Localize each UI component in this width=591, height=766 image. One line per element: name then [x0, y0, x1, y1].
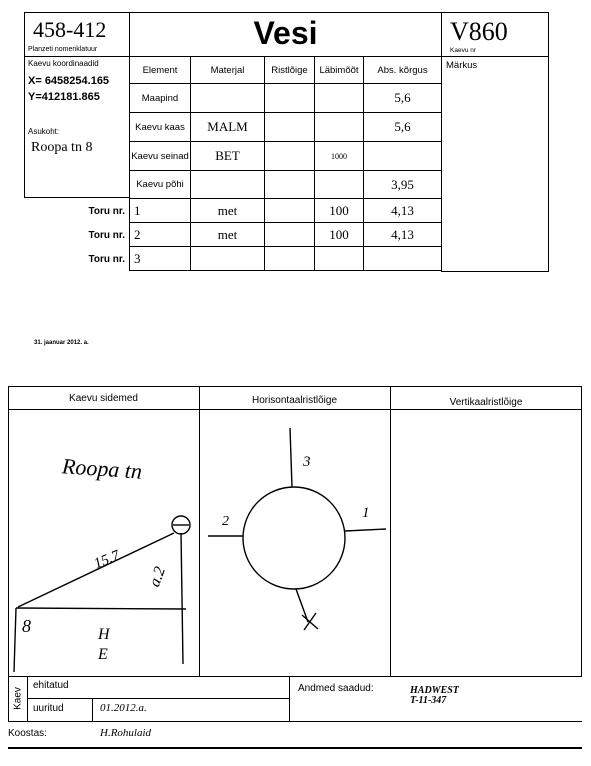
- pipe-row: 1 met 100 4,13: [130, 199, 442, 223]
- header-abs-korgus: Abs. kõrgus: [364, 57, 442, 84]
- uuritud-label: uuritud: [33, 703, 64, 714]
- header-ristloige: Ristlõige: [265, 57, 315, 84]
- header-element: Element: [130, 57, 191, 84]
- planzeti-value: 458-412: [33, 17, 107, 42]
- well-circle: [243, 487, 345, 589]
- koostas-label: Koostas:: [8, 728, 47, 739]
- footer-inner-divider: [92, 698, 93, 722]
- pipe-3-line: [290, 428, 292, 487]
- pipe-bottom-line: [296, 589, 308, 622]
- kaevu-nr-value: V860: [450, 17, 508, 46]
- kaev-label: Kaev: [12, 687, 24, 710]
- planzeti-label: Planzeti nomenklatuur: [28, 46, 98, 53]
- pipe-2-label: 2: [222, 514, 229, 529]
- street-name: Roopa tn: [61, 453, 143, 484]
- col-kaevu-sidemed: Kaevu sidemed: [69, 393, 138, 404]
- coord-y: Y=412181.865: [28, 91, 100, 103]
- pipe-1-line: [345, 529, 386, 531]
- table-row: Kaevu põhi 3,95: [130, 171, 442, 199]
- pipe-row: 3: [130, 247, 442, 271]
- asukoht-label: Asukoht:: [28, 127, 60, 136]
- pipe-row: 2 met 100 4,13: [130, 223, 442, 247]
- andmed-divider: [289, 676, 290, 722]
- pipe-1-label: 1: [362, 505, 370, 521]
- kaevu-nr-label: Kaevu nr: [450, 47, 477, 54]
- col-vertikaal: Vertikaalristlõige: [449, 397, 523, 408]
- uuritud-row: [27, 698, 290, 722]
- footer-line-mid: [8, 721, 582, 722]
- uuritud-value: 01.2012.a.: [100, 702, 147, 714]
- distance-a-2: a.2: [146, 564, 169, 590]
- asukoht-value: Roopa tn 8: [31, 140, 93, 155]
- coordinates-label: Kaevu koordinaadid: [28, 59, 99, 68]
- col-horisontaal: Horisontaalristlõige: [251, 395, 338, 406]
- header-materjal: Materjal: [191, 57, 265, 84]
- distance-15-7: 15.7: [91, 547, 123, 573]
- koostas-value: H.Rohulaid: [100, 727, 152, 739]
- table-row: Maapind 5,6: [130, 84, 442, 113]
- document-date: 31. jaanuar 2012. a.: [34, 340, 89, 346]
- pipe-label-3: Toru nr.: [88, 254, 125, 265]
- house-letters: H E: [98, 626, 110, 663]
- footer-line-bottom: [8, 747, 582, 749]
- andmed-label: Andmed saadud:: [298, 683, 374, 694]
- page-title: Vesi: [253, 15, 318, 51]
- header-labimoot: Läbimõõt: [315, 57, 364, 84]
- table-row: Kaevu seinad BET 1000: [130, 142, 442, 171]
- table-row: Kaevu kaas MALM 5,6: [130, 113, 442, 142]
- coord-x: X= 6458254.165: [28, 75, 110, 87]
- andmed-value-1: HADWEST: [410, 685, 459, 696]
- andmed-value-2: T-11-347: [410, 695, 447, 706]
- pipe-3-label: 3: [303, 454, 311, 470]
- pipe-label-1: Toru nr.: [88, 206, 125, 217]
- pipe-label-2: Toru nr.: [88, 230, 125, 241]
- ehitatud-label: ehitatud: [33, 680, 69, 691]
- header-markus: Märkus: [446, 60, 478, 71]
- house-number: 8: [22, 616, 31, 636]
